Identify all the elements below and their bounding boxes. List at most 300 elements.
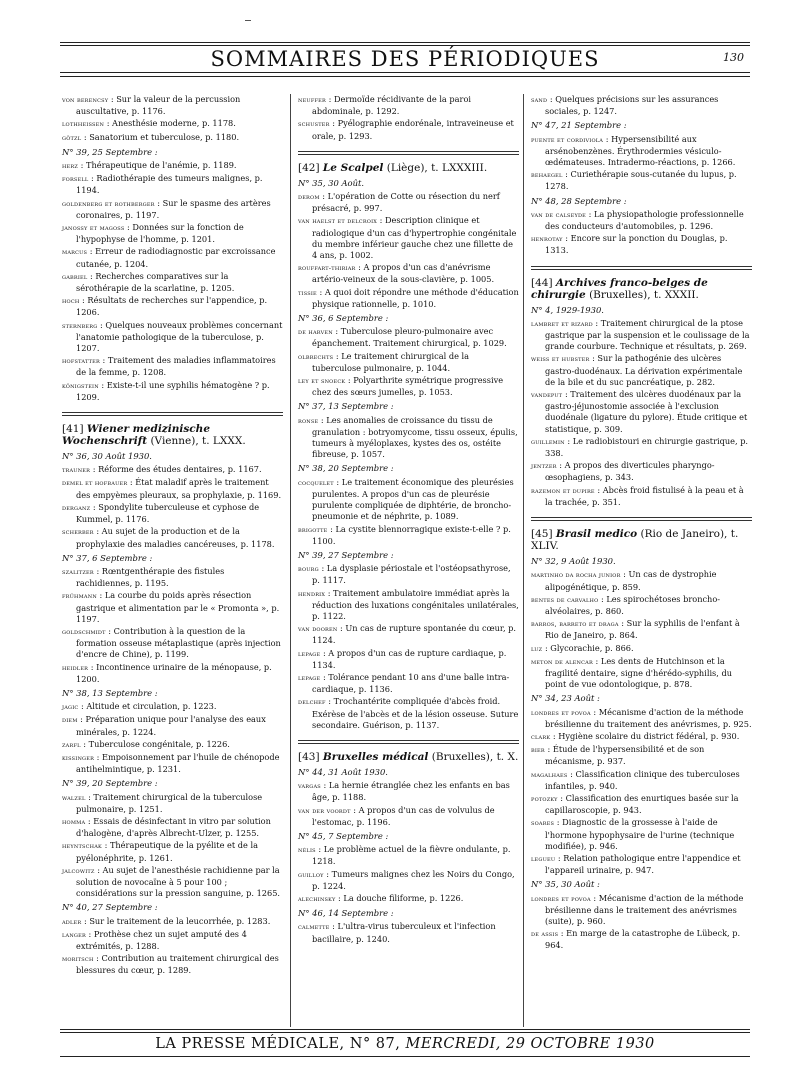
article-entry <box>531 817 752 852</box>
article-entry <box>531 460 752 483</box>
journal-info: (Rio de Janeiro), t. XLIV. <box>531 528 739 553</box>
issue-heading: N° 36, 6 Septembre : <box>298 313 389 324</box>
article-title: : Traitement des maladies inflammatoires de la femme, p. 1208. <box>76 355 276 378</box>
issue-heading: N° 38, 13 Septembre : <box>62 687 158 698</box>
article-author: weiss et hubster <box>531 355 590 364</box>
article-entry <box>62 566 283 589</box>
article-author: trauner <box>62 466 91 475</box>
journal-heading <box>531 528 752 552</box>
column-1 <box>62 94 283 978</box>
issue-heading: N° 39, 27 Septembre : <box>298 549 394 560</box>
article-title: : Prothèse chez un sujet amputé des 4 extrémités, p. 1288. <box>76 928 247 951</box>
article-entry <box>62 173 283 196</box>
article-entry <box>62 916 283 928</box>
issue-heading: N° 39, 25 Septembre : <box>62 146 158 157</box>
journal-info: (Bruxelles), t. X. <box>428 750 519 763</box>
article-title: : Hypersensibilité aux arsénobenzènes. Érythrodermies vésiculo-œdémateuses. Intradermo-réactions, p. 1266. <box>545 133 736 168</box>
article-author: von berencsy <box>62 96 109 104</box>
article-title: : Traitement chirurgical de la tuberculose pulmonaire, p. 1251. <box>76 791 263 814</box>
page-title: SOMMAIRES DES PÉRIODIQUES <box>210 47 600 71</box>
article-title: : Réforme des études dentaires, p. 1167. <box>90 464 262 475</box>
article-title: : Un cas de dystrophie alipogénétique, p. 859. <box>545 569 717 592</box>
journal-name: Wiener medizinische Wochenschrift <box>62 423 210 448</box>
article-author: bourg <box>298 565 319 574</box>
article-entry <box>531 731 752 743</box>
article-title: : A propos d'un cas de rupture cardiaque, p. 1134. <box>312 647 507 670</box>
article-title: : Sur la syphilis de l'enfant à Rio de Janeiro, p. 864. <box>545 618 740 641</box>
article-title: : Encore sur la ponction du Douglas, p. 1313. <box>545 233 728 256</box>
article-author: meton de alencar <box>531 657 593 666</box>
article-entry <box>531 594 752 617</box>
article-title: : Recherches comparatives sur la sérothérapie de la scarlatine, p. 1205. <box>76 270 235 294</box>
article-entry <box>62 953 283 976</box>
article-entry <box>531 656 752 691</box>
article-title: : Sanatorium et tuberculose, p. 1180. <box>81 131 240 142</box>
article-title: : A propos d'un cas de volvulus de l'estomac, p. 1196. <box>312 804 495 827</box>
article-author: götzl <box>62 133 82 142</box>
article-entry <box>531 318 752 353</box>
article-author: martinho da rocha junior <box>531 571 621 580</box>
article-title: : État maladif après le traitement des empyèmes pleuraux, sa prophylaxie, p. 1169. <box>76 477 282 500</box>
article-entry <box>62 590 283 625</box>
article-title: : L'opération de Cotte ou résection du nerf présacré, p. 997. <box>312 191 500 214</box>
article-title: : Tuberculose congénitale, p. 1226. <box>80 738 230 749</box>
article-author: neuffer <box>298 96 326 104</box>
article-author: magalhaes <box>531 770 568 779</box>
article-title: : Pyélographie endorénale, intraveineuse et orale, p. 1293. <box>312 118 514 141</box>
article-author: szalitzer <box>62 567 94 576</box>
article-title: : Tumeurs malignes chez les Noirs du Congo, p. 1224. <box>312 868 515 891</box>
article-author: schuster <box>298 120 330 129</box>
article-author: hoch <box>62 297 80 306</box>
article-title: : Un cas de rupture spontanée du cœur, p. 1124. <box>312 623 516 646</box>
header-rule <box>60 45 750 46</box>
article-entry <box>298 563 519 586</box>
article-entry <box>531 569 752 592</box>
article-entry <box>62 246 283 269</box>
article-entry <box>62 477 283 500</box>
page-number: 130 <box>723 51 744 64</box>
article-title: : Essais de désinfectant in vitro par solution d'halogène, d'après Albrecht-Ulzer, p. 1255. <box>76 815 271 839</box>
article-author: londres et povoa <box>531 894 591 903</box>
journal-name: Brasil medico <box>555 528 638 541</box>
issue-heading: N° 44, 31 Août 1930. <box>298 766 388 777</box>
article-title: : A propos d'un cas d'anévrisme artério-veineux de la sous-clavière, p. 1005. <box>312 262 495 285</box>
article-author: diem <box>62 716 78 725</box>
article-title: : Tuberculose pleuro-pulmonaire avec épanchement. Traitement chirurgical, p. 1029. <box>312 326 507 349</box>
article-title: : Mécanisme d'action de la méthode brésilienne dans le traitement des anévrismes (suite), p. 960. <box>545 892 744 926</box>
header-rule <box>60 72 750 73</box>
article-entry <box>531 353 752 388</box>
journal-number: [45] <box>531 528 553 541</box>
article-author: clark <box>531 732 551 741</box>
journal-name: Bruxelles médical <box>322 750 429 763</box>
article-title: : Abcès froid fistulisé à la peau et à la trachée, p. 351. <box>545 484 744 507</box>
footer-rule <box>60 1056 750 1057</box>
article-author: behaegel <box>531 171 563 180</box>
article-title: : Curiethérapie sous-cutanée du lupus, p. 1278. <box>545 169 737 192</box>
article-author: brigotte <box>298 525 328 534</box>
article-author: ley et snoeck <box>298 377 346 386</box>
article-author: de assis <box>531 930 559 939</box>
article-entry <box>298 696 519 731</box>
article-author: hendrix <box>298 589 326 598</box>
issue-heading: N° 32, 9 Août 1930. <box>531 556 616 567</box>
issue-heading: N° 36, 30 Août 1930. <box>62 451 152 462</box>
article-entry <box>62 929 283 952</box>
article-title: : La dysplasie périostale et l'ostéopsathyrose, p. 1117. <box>312 563 511 586</box>
article-entry <box>62 626 283 661</box>
issue-heading: N° 46, 14 Septembre : <box>298 908 394 919</box>
article-author: derom <box>298 193 320 202</box>
article-author: lepage <box>298 649 321 658</box>
article-author: lothheissen <box>62 120 105 129</box>
article-entry <box>62 714 283 737</box>
article-author: cocquelet <box>298 478 334 487</box>
article-author: van dooren <box>298 625 338 634</box>
article-title: : Sur le spasme des artères coronaires, p. 1197. <box>76 197 271 220</box>
article-entry <box>62 752 283 775</box>
article-entry <box>531 169 752 192</box>
article-entry <box>531 893 752 928</box>
article-title: : Les anomalies de croissance du tissu de granulation : botryomycome, tissu osseux, épulis, tumeurs à myéloplaxes, kystes des os, ostéite fibreuse, p. 1057. <box>312 414 518 460</box>
article-title: : Rœntgenthérapie des fistules rachidiennes, p. 1195. <box>76 565 225 589</box>
article-title: : Dermoïde récidivante de la paroi abdominale, p. 1292. <box>312 94 472 117</box>
article-entry <box>298 262 519 285</box>
article-title: : Le traitement économique des pleurésies purulentes. A propos d'un cas de pleurésie purulente compliquée de diphtérie, de broncho-pneumonie et de néphrite, p. 1089. <box>312 476 514 522</box>
article-title: : Anesthésie moderne, p. 1178. <box>104 118 236 129</box>
article-author: van haelst et delcroix <box>298 217 378 226</box>
article-entry <box>531 94 752 117</box>
issue-heading: N° 35, 30 Août. <box>298 177 364 188</box>
article-title: : Trochantérite compliquée d'abcès froid. Exérèse de l'abcès et de la lésion osseuse. Suture secondaire. Guérison, p. 1137. <box>312 696 519 730</box>
article-entry <box>62 222 283 245</box>
article-author: jalcowitz <box>62 866 95 875</box>
section-rule <box>531 517 752 521</box>
article-title: : Sur le traitement de la leucorrhée, p. 1283. <box>81 915 271 926</box>
article-author: zarfl <box>62 740 81 749</box>
article-author: nélis <box>298 846 316 855</box>
column-2 <box>298 94 519 946</box>
article-author: sand <box>531 96 548 104</box>
article-author: sternberg <box>62 321 98 330</box>
article-title: : Au sujet de l'anesthésie rachidienne par la solution de novocaïne à 5 pour 100 ; considérations sur la pression sanguine, p. 1265. <box>76 864 281 899</box>
article-author: jentzer <box>531 462 557 471</box>
article-entry <box>62 160 283 172</box>
article-title: : Relation pathologique entre l'appendice et l'appareil urinaire, p. 947. <box>545 852 741 876</box>
issue-heading: N° 37, 6 Septembre : <box>62 552 153 563</box>
article-entry <box>298 921 519 944</box>
column-divider <box>290 94 291 1027</box>
section-rule <box>62 412 283 416</box>
article-author: janossy et magoss <box>62 224 125 233</box>
article-author: rouffart-thiriar <box>298 264 356 273</box>
article-entry <box>62 840 283 863</box>
article-title: : Le radiobistouri en chirurgie gastrique, p. 338. <box>545 435 749 459</box>
article-title: : L'ultra-virus tuberculeux et l'infection bacillaire, p. 1240. <box>312 921 496 944</box>
article-entry <box>298 191 519 214</box>
article-entry <box>298 893 519 905</box>
article-entry <box>531 853 752 876</box>
article-entry <box>531 618 752 641</box>
article-title: : Les dents de Hutchinson et la fragilité dentaire, signe d'hérédo-syphilis, du point de vue odontologique, p. 878. <box>545 655 732 690</box>
issue-heading: N° 39, 20 Septembre : <box>62 778 158 789</box>
article-title: : Contribution à la question de la formation osseuse métaplastique (après injection d'encre de Chine), p. 1199. <box>76 625 281 660</box>
article-entry <box>531 928 752 951</box>
column-3 <box>531 94 752 953</box>
article-author: bier <box>531 746 545 755</box>
article-entry <box>298 375 519 398</box>
header-rule <box>60 76 750 77</box>
article-title: : Classification clinique des tuberculoses infantiles, p. 940. <box>545 768 740 791</box>
article-entry <box>62 526 283 549</box>
article-entry <box>298 94 519 117</box>
article-entry <box>531 134 752 169</box>
article-author: heyntschak <box>62 842 102 851</box>
journal-heading <box>298 162 519 174</box>
journal-name: Le Scalpel <box>322 161 384 174</box>
article-title: : Le problème actuel de la fièvre ondulante, p. 1218. <box>312 844 511 867</box>
article-author: adler <box>62 917 82 926</box>
article-entry <box>531 744 752 767</box>
article-title: : Les spirochétoses broncho-alvéolaires, p. 860. <box>545 593 721 616</box>
article-title: : La physiopathologie professionnelle des conducteurs d'automobiles, p. 1296. <box>545 208 744 232</box>
article-author: kissinger <box>62 753 95 762</box>
article-author: vandeput <box>531 391 563 400</box>
article-entry <box>298 623 519 646</box>
journal-number: [42] <box>298 161 320 174</box>
article-title: : Quelques précisions sur les assurances sociales, p. 1247. <box>545 94 719 117</box>
article-entry <box>531 643 752 655</box>
article-title: : Quelques nouveaux problèmes concernant l'anatomie pathologique de la tuberculose, p. 1207. <box>76 319 283 354</box>
journal-number: [43] <box>298 750 320 763</box>
issue-heading: N° 38, 20 Septembre : <box>298 463 394 474</box>
article-entry <box>62 380 283 403</box>
journal-info: (Liège), t. LXXXIII. <box>383 161 488 174</box>
journal-number: [44] <box>531 276 553 289</box>
footer-date: MERCREDI, 29 OCTOBRE 1930 <box>405 1036 655 1052</box>
article-author: walzel <box>62 793 86 802</box>
article-entry <box>298 588 519 623</box>
article-title: : Spondylite tuberculeuse et cyphose de Kummel, p. 1176. <box>76 501 260 525</box>
article-title: : Traitement chirurgical de la ptose gastrique par la suspension et le coulissage de la grande courbure. Technique et résultats, p. 269. <box>545 317 750 352</box>
article-entry <box>62 198 283 221</box>
article-entry <box>298 648 519 671</box>
article-title: : La douche filiforme, p. 1226. <box>335 892 464 903</box>
article-author: demel et hofbauer <box>62 479 128 488</box>
article-entry <box>298 672 519 695</box>
article-entry <box>62 271 283 294</box>
article-author: londres et povoa <box>531 708 591 717</box>
article-author: tissie <box>298 288 317 297</box>
article-title: : Le traitement chirurgical de la tuberculose pulmonaire, p. 1044. <box>312 350 470 373</box>
section-rule <box>298 740 519 744</box>
article-author: goldschmidt <box>62 627 106 636</box>
issue-heading: N° 34, 23 Août : <box>531 693 600 704</box>
journal-info: (Vienne), t. LXXX. <box>147 435 246 448</box>
article-title: : La hernie étranglée chez les enfants en bas âge, p. 1188. <box>312 780 510 803</box>
header-rule <box>60 42 750 43</box>
article-entry <box>531 209 752 232</box>
article-author: gabriel <box>62 272 88 281</box>
journal-name: Archives franco-belges de chirurgie <box>531 276 708 301</box>
page-footer <box>60 1036 750 1052</box>
article-entry <box>298 780 519 803</box>
article-author: alechinsky <box>298 894 336 903</box>
article-entry <box>62 94 283 117</box>
article-author: königstein <box>62 381 99 390</box>
article-title: : La courbe du poids après résection gastrique et alimentation par le « Promonta », p. 1197. <box>76 590 280 624</box>
article-entry <box>531 389 752 435</box>
article-entry <box>298 869 519 892</box>
article-entry <box>62 792 283 815</box>
footer-journal: LA PRESSE MÉDICALE, N° 87, <box>155 1036 406 1052</box>
article-author: henrotay <box>531 235 563 244</box>
article-author: ronse <box>298 416 319 425</box>
article-entry <box>298 215 519 261</box>
article-author: moritsch <box>62 955 94 964</box>
article-entry <box>298 351 519 374</box>
article-author: scherber <box>62 528 94 537</box>
article-author: homma <box>62 817 86 826</box>
article-title: : Préparation unique pour l'analyse des eaux minérales, p. 1224. <box>76 714 266 737</box>
article-title: : Au sujet de la production et de la prophylaxie des maladies cancéreuses, p. 1178. <box>76 526 275 549</box>
article-author: potozky <box>531 794 558 803</box>
article-author: frühmann <box>62 592 97 601</box>
header-mark <box>245 20 251 21</box>
article-title: : Résultats de recherches sur l'appendice, p. 1206. <box>76 295 268 318</box>
article-entry <box>531 793 752 816</box>
article-author: delchef <box>298 698 326 707</box>
article-entry <box>62 118 283 130</box>
article-entry <box>298 287 519 310</box>
article-author: van der voordt <box>298 806 351 815</box>
article-author: guillemin <box>531 437 565 446</box>
article-author: lambret et rizard <box>531 319 593 328</box>
article-entry <box>531 233 752 256</box>
journal-info: (Bruxelles), t. XXXII. <box>585 288 699 301</box>
article-entry <box>531 707 752 730</box>
article-title: : Incontinence urinaire de la ménopause, p. 1200. <box>76 661 272 684</box>
article-title: : Diagnostic de la grossesse à l'aide de l'hormone hypophysaire de l'urine (technique modifiée), p. 946. <box>545 817 735 851</box>
journal-number: [41] <box>62 423 84 436</box>
issue-heading: N° 40, 27 Septembre : <box>62 902 158 913</box>
article-entry <box>298 844 519 867</box>
article-entry <box>298 805 519 828</box>
article-entry <box>62 816 283 839</box>
article-author: de harven <box>298 328 333 337</box>
article-title: : Empoisonnement par l'huile de chénopode antihelmintique, p. 1231. <box>76 751 280 775</box>
article-title: : Glycorachie, p. 866. <box>542 642 634 653</box>
article-title: : Radiothérapie des tumeurs malignes, p. 1194. <box>76 173 263 196</box>
article-entry <box>62 295 283 318</box>
article-entry <box>62 865 283 900</box>
article-title: : Classification des enurtiques basée sur la capillaroscopie, p. 943. <box>545 792 739 816</box>
article-title: : A propos des diverticules pharyngo-œsophagiens, p. 343. <box>545 460 715 483</box>
article-title: : Existe-t-il une syphilis hématogène ? p. 1209. <box>76 379 270 402</box>
journal-heading <box>62 423 283 447</box>
issue-heading: N° 45, 7 Septembre : <box>298 830 389 841</box>
article-entry <box>62 320 283 355</box>
issue-heading: N° 37, 13 Septembre : <box>298 401 394 412</box>
article-title: : Erreur de radiodiagnostic par excroissance cutanée, p. 1204. <box>76 246 276 269</box>
article-title: : La cystite blennorragique existe-t-elle ? p. 1100. <box>312 523 511 546</box>
article-title: : Altitude et circulation, p. 1223. <box>78 701 217 712</box>
issue-heading: N° 47, 21 Septembre : <box>531 120 627 131</box>
article-title: : Étude de l'hypersensibilité et de son mécanisme, p. 937. <box>544 744 705 767</box>
article-title: : Thérapeutique de la pyélite et de la pyélonéphrite, p. 1261. <box>76 840 258 863</box>
article-author: guilloy <box>298 870 324 879</box>
article-entry <box>62 355 283 378</box>
article-author: puente et cordiviola <box>531 135 604 144</box>
issue-heading: N° 48, 28 Septembre : <box>531 195 627 206</box>
article-author: calmette <box>298 923 330 932</box>
article-author: soares <box>531 819 555 828</box>
article-author: bentes de carvalho <box>531 595 599 604</box>
column-divider <box>523 94 524 1027</box>
article-author: jagic <box>62 703 79 712</box>
article-title: : Tolérance pendant 10 ans d'une balle intra-cardiaque, p. 1136. <box>312 671 510 695</box>
footer-rule <box>60 1032 750 1033</box>
article-author: razemon et dupire <box>531 486 595 495</box>
article-author: derganz <box>62 503 91 512</box>
article-title: : Sur la pathogénie des ulcères gastro-duodénaux. La dérivation expérimentale de la bile et du suc pancréatique, p. 282. <box>545 353 743 387</box>
article-title: : Traitement des ulcères duodénaux par la gastro-jéjunostomie associée à l'exclusion duodénale (ligature du pylore). Étude critique et statistique, p. 309. <box>545 389 748 434</box>
issue-heading: N° 4, 1929-1930. <box>531 304 604 315</box>
article-author: langer <box>62 930 86 939</box>
article-entry <box>62 662 283 685</box>
article-author: marcus <box>62 248 88 257</box>
article-author: goldenberg et rothberger <box>62 199 155 208</box>
article-title: : Thérapeutique de l'anémie, p. 1189. <box>78 160 237 171</box>
article-title: : Données sur la fonction de l'hypophyse de l'homme, p. 1201. <box>76 222 244 245</box>
article-title: : Sur la valeur de la percussion auscultative, p. 1176. <box>76 94 241 117</box>
article-author: heidler <box>62 663 89 672</box>
article-entry <box>62 464 283 476</box>
article-author: luz <box>531 644 543 653</box>
article-title: : Contribution au traitement chirurgical des blessures du cœur, p. 1289. <box>76 953 279 976</box>
article-title: : Polyarthrite symétrique progressive chez des sœurs jumelles, p. 1053. <box>312 375 504 398</box>
article-author: herz <box>62 162 79 171</box>
article-title: : Hygiène scolaire du district fédéral, p. 930. <box>550 730 740 741</box>
article-entry <box>531 769 752 792</box>
article-entry <box>298 477 519 523</box>
article-entry <box>298 118 519 141</box>
article-author: vargas <box>298 782 321 791</box>
article-author: legueu <box>531 854 556 863</box>
article-entry <box>298 524 519 547</box>
article-entry <box>298 326 519 349</box>
issue-heading: N° 35, 30 Août : <box>531 879 600 890</box>
article-entry <box>531 436 752 459</box>
article-author: hofstatter <box>62 357 100 366</box>
article-title: : A quoi doit répondre une méthode d'éducation physique rationnelle, p. 1010. <box>312 286 519 309</box>
article-author: forsell <box>62 175 89 184</box>
article-title: : Mécanisme d'action de la méthode brésilienne du traitement des anévrismes, p. 925. <box>545 706 752 729</box>
footer-rule <box>60 1029 750 1030</box>
section-rule <box>298 151 519 155</box>
article-entry <box>62 502 283 525</box>
article-author: van de calseyde <box>531 210 587 219</box>
section-rule <box>531 266 752 270</box>
article-title: : Traitement ambulatoire immédiat après la réduction des luxations congénitales unilatérales, p. 1122. <box>312 587 519 621</box>
article-author: olbrechts <box>298 352 334 361</box>
article-entry <box>62 739 283 751</box>
journal-heading <box>531 277 752 301</box>
article-title: : Description clinique et radiologique d'un cas d'hypertrophie congénitale du membre inférieur gauche chez une fillette de 4 ans, p. 1002. <box>312 215 517 261</box>
article-author: lepage <box>298 673 321 682</box>
article-entry <box>62 132 283 144</box>
